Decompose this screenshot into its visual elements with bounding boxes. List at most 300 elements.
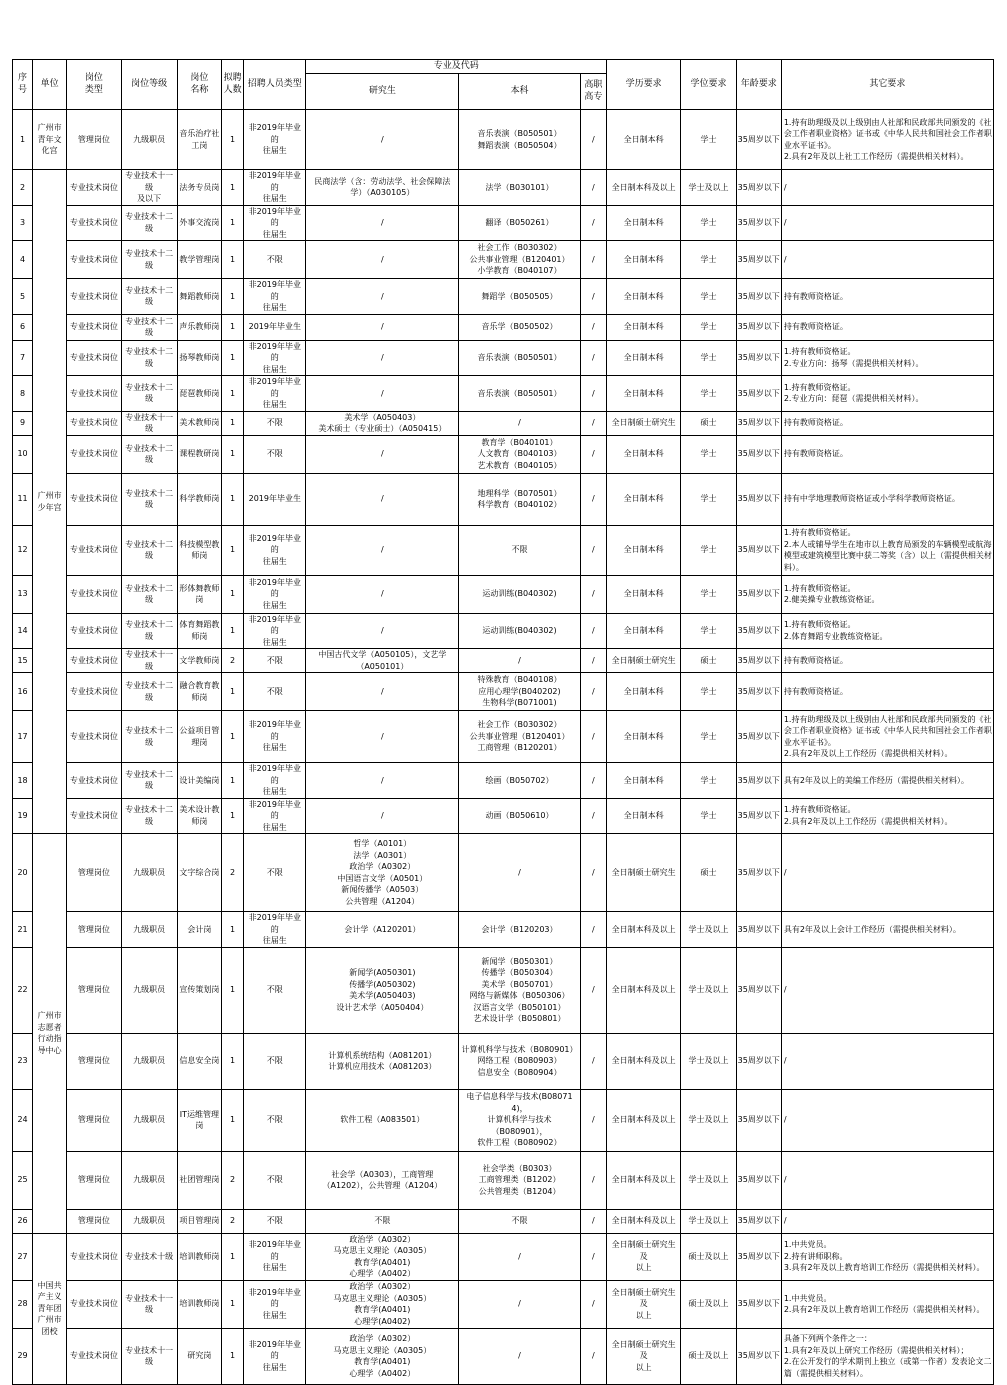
row-degree: 学士及以上 <box>681 912 736 948</box>
row-post-name: 研究岗 <box>177 1328 221 1384</box>
row-post-level: 九级职员 <box>121 912 177 948</box>
row-post-type: 管理岗位 <box>67 947 121 1033</box>
row-recruit-type: 非2019年毕业的 往届生 <box>244 340 306 376</box>
row-no: 5 <box>13 279 33 315</box>
row-vocational: / <box>580 279 606 315</box>
row-post-name: 科技模型教 师岗 <box>177 525 221 575</box>
unit-cell: 中国共 产主义 青年团 广州市 团校 <box>33 1233 67 1384</box>
row-post-name: 外事交流岗 <box>177 205 221 241</box>
row-edu: 全日制本科 <box>606 241 680 279</box>
row-vocational: / <box>580 947 606 1033</box>
row-edu: 全日制硕士研究生 <box>606 411 680 435</box>
row-age: 35周岁以下 <box>736 340 781 376</box>
row-grad-major: / <box>306 763 459 799</box>
row-grad-major: 哲学（A0101） 法学（A0301） 政治学（A0302） 中国语言文学（A0501） 新闻传播学（A0503） 公共管理（A1204） <box>306 834 459 912</box>
row-count: 1 <box>222 110 244 170</box>
row-count: 2 <box>222 1151 244 1209</box>
row-post-type: 专业技术岗位 <box>67 1233 121 1280</box>
row-no: 1 <box>13 110 33 170</box>
row-degree: 学士 <box>681 525 736 575</box>
header-major-group: 专业及代码 <box>306 60 607 74</box>
row-post-level: 九级职员 <box>121 1151 177 1209</box>
row-undergrad-major: 动画（B050610） <box>459 798 581 834</box>
row-edu: 全日制本科及以上 <box>606 947 680 1033</box>
row-recruit-type: 非2019年毕业的 往届生 <box>244 376 306 412</box>
header-post-level: 岗位等级 <box>121 60 177 110</box>
row-other: 1.持有教师资格证。 2.本人或辅导学生在地市以上教育局颁发的车辆模型或航海模型或建筑模型比赛中获二等奖（含）以上（需提供相关材料）。 <box>781 525 993 575</box>
row-grad-major: 会计学（A120201） <box>306 912 459 948</box>
row-recruit-type: 不限 <box>244 411 306 435</box>
row-no: 19 <box>13 798 33 834</box>
row-count: 1 <box>222 575 244 613</box>
row-edu: 全日制本科及以上 <box>606 912 680 948</box>
row-recruit-type: 不限 <box>244 1033 306 1089</box>
row-post-type: 专业技术岗位 <box>67 411 121 435</box>
row-degree: 学士 <box>681 279 736 315</box>
row-grad-major: / <box>306 673 459 711</box>
row-post-level: 专业技术十一级 <box>121 1280 177 1328</box>
row-vocational: / <box>580 411 606 435</box>
header-undergrad: 本科 <box>459 74 581 110</box>
table-row <box>13 1151 994 1209</box>
row-other: 持有中学地理教师资格证或小学科学教师资格证。 <box>781 473 993 525</box>
row-age: 35周岁以下 <box>736 1233 781 1280</box>
header-post-type: 岗位 类型 <box>67 60 121 110</box>
row-edu: 全日制硕士研究生及 以上 <box>606 1280 680 1328</box>
row-count: 1 <box>222 376 244 412</box>
row-vocational: / <box>580 241 606 279</box>
row-vocational: / <box>580 798 606 834</box>
row-post-name: 教学管理岗 <box>177 241 221 279</box>
row-post-level: 专业技术十二级 <box>121 241 177 279</box>
table-row <box>13 912 994 948</box>
row-vocational: / <box>580 376 606 412</box>
row-grad-major: / <box>306 279 459 315</box>
row-vocational: / <box>580 1033 606 1089</box>
row-grad-major: 不限 <box>306 1209 459 1233</box>
row-no: 7 <box>13 340 33 376</box>
row-recruit-type: 不限 <box>244 834 306 912</box>
row-grad-major: / <box>306 314 459 340</box>
header-edu: 学历要求 <box>606 60 680 110</box>
row-no: 25 <box>13 1151 33 1209</box>
row-post-name: 扬琴教师岗 <box>177 340 221 376</box>
row-age: 35周岁以下 <box>736 613 781 649</box>
row-degree: 学士 <box>681 340 736 376</box>
row-undergrad-major: 绘画（B050702） <box>459 763 581 799</box>
row-vocational: / <box>580 834 606 912</box>
row-count: 1 <box>222 205 244 241</box>
row-count: 1 <box>222 947 244 1033</box>
row-no: 14 <box>13 613 33 649</box>
row-edu: 全日制本科及以上 <box>606 1209 680 1233</box>
row-no: 4 <box>13 241 33 279</box>
row-age: 35周岁以下 <box>736 376 781 412</box>
row-undergrad-major: / <box>459 649 581 673</box>
row-other: 持有教师资格证。 <box>781 279 993 315</box>
row-undergrad-major: 音乐表演（B050501） 舞蹈表演（B050504） <box>459 110 581 170</box>
row-count: 1 <box>222 411 244 435</box>
row-no: 8 <box>13 376 33 412</box>
row-degree: 硕士及以上 <box>681 1280 736 1328</box>
table-row <box>13 613 994 649</box>
row-grad-major: 计算机系统结构（A081201） 计算机应用技术（A081203） <box>306 1033 459 1089</box>
row-degree: 学士 <box>681 711 736 763</box>
row-edu: 全日制硕士研究生 <box>606 649 680 673</box>
row-age: 35周岁以下 <box>736 241 781 279</box>
unit-cell: 广州市 志愿者 行动指 导中心 <box>33 834 67 1234</box>
row-age: 35周岁以下 <box>736 314 781 340</box>
row-post-level: 专业技术十一级 <box>121 649 177 673</box>
row-other: / <box>781 1209 993 1233</box>
row-vocational: / <box>580 473 606 525</box>
row-other: 1.持有教师资格证。 2.专业方向：扬琴（需提供相关材料）。 <box>781 340 993 376</box>
row-degree: 学士 <box>681 110 736 170</box>
row-count: 1 <box>222 1233 244 1280</box>
row-post-type: 专业技术岗位 <box>67 1280 121 1328</box>
row-grad-major: / <box>306 340 459 376</box>
row-age: 35周岁以下 <box>736 673 781 711</box>
row-no: 16 <box>13 673 33 711</box>
row-post-name: 融合教育教 师岗 <box>177 673 221 711</box>
row-age: 35周岁以下 <box>736 1280 781 1328</box>
row-post-level: 九级职员 <box>121 947 177 1033</box>
row-grad-major: / <box>306 525 459 575</box>
row-grad-major: 政治学（A0302） 马克思主义理论（A0305） 教育学(A0401) 心理学（A0402） <box>306 1233 459 1280</box>
row-post-type: 管理岗位 <box>67 1209 121 1233</box>
row-grad-major: / <box>306 613 459 649</box>
row-count: 1 <box>222 435 244 473</box>
row-count: 1 <box>222 241 244 279</box>
row-grad-major: 新闻学(A050301) 传播学(A050302) 美术学(A050403) 设计艺术学（A050404） <box>306 947 459 1033</box>
table-row <box>13 110 994 170</box>
row-age: 35周岁以下 <box>736 711 781 763</box>
row-undergrad-major: 不限 <box>459 1209 581 1233</box>
row-age: 35周岁以下 <box>736 575 781 613</box>
row-post-level: 九级职员 <box>121 1209 177 1233</box>
row-undergrad-major: 运动训练(B040302) <box>459 613 581 649</box>
row-undergrad-major: / <box>459 1328 581 1384</box>
row-recruit-type: 2019年毕业生 <box>244 314 306 340</box>
table-row <box>13 834 994 912</box>
header-recruit-type: 招聘人员类型 <box>244 60 306 110</box>
row-undergrad-major: 计算机科学与技术（B080901） 网络工程（B080903） 信息安全（B080904） <box>459 1033 581 1089</box>
row-undergrad-major: 不限 <box>459 525 581 575</box>
row-post-level: 专业技术十二级 <box>121 205 177 241</box>
row-post-name: 课程教研岗 <box>177 435 221 473</box>
row-other: 1.中共党员。 2.具有2年及以上教育培训工作经历（需提供相关材料）。 <box>781 1280 993 1328</box>
row-edu: 全日制本科及以上 <box>606 1151 680 1209</box>
row-edu: 全日制本科 <box>606 575 680 613</box>
row-count: 1 <box>222 525 244 575</box>
row-count: 1 <box>222 279 244 315</box>
header-count: 拟聘 人数 <box>222 60 244 110</box>
row-post-level: 专业技术十二级 <box>121 435 177 473</box>
table-row <box>13 411 994 435</box>
row-edu: 全日制本科及以上 <box>606 170 680 206</box>
row-undergrad-major: / <box>459 411 581 435</box>
row-edu: 全日制硕士研究生 <box>606 834 680 912</box>
row-no: 2 <box>13 170 33 206</box>
row-undergrad-major: / <box>459 1280 581 1328</box>
row-other: 具备下列两个条件之一： 1.具有2年及以上研究工作经历（需提供相关材料）； 2.在公开发行的学术期刊上独立（或第一作者）发表论文二篇（需提供相关材料）。 <box>781 1328 993 1384</box>
row-post-name: 美术设计教 师岗 <box>177 798 221 834</box>
row-degree: 学士 <box>681 613 736 649</box>
row-count: 1 <box>222 798 244 834</box>
row-count: 1 <box>222 763 244 799</box>
row-no: 6 <box>13 314 33 340</box>
table-row <box>13 1328 994 1384</box>
row-degree: 学士 <box>681 798 736 834</box>
row-vocational: / <box>580 170 606 206</box>
row-post-name: 会计岗 <box>177 912 221 948</box>
row-recruit-type: 非2019年毕业的 往届生 <box>244 170 306 206</box>
row-grad-major: 政治学（A0302） 马克思主义理论（A0305） 教育学(A0401) 心理学（A0402） <box>306 1328 459 1384</box>
row-age: 35周岁以下 <box>736 947 781 1033</box>
row-post-level: 专业技术十二级 <box>121 473 177 525</box>
row-edu: 全日制硕士研究生及 以上 <box>606 1233 680 1280</box>
row-no: 17 <box>13 711 33 763</box>
row-degree: 硕士及以上 <box>681 1233 736 1280</box>
header-seq: 序号 <box>13 60 33 110</box>
row-vocational: / <box>580 711 606 763</box>
row-vocational: / <box>580 575 606 613</box>
row-other: / <box>781 947 993 1033</box>
row-no: 10 <box>13 435 33 473</box>
row-post-name: 声乐教师岗 <box>177 314 221 340</box>
row-no: 20 <box>13 834 33 912</box>
row-count: 1 <box>222 473 244 525</box>
row-undergrad-major: 社会工作（B030302） 公共事业管理（B120401） 小学教育（B040107） <box>459 241 581 279</box>
row-recruit-type: 非2019年毕业的 往届生 <box>244 798 306 834</box>
table-row <box>13 1233 994 1280</box>
unit-cell: 广州市 少年宫 <box>33 170 67 834</box>
row-edu: 全日制本科 <box>606 376 680 412</box>
row-no: 11 <box>13 473 33 525</box>
row-recruit-type: 不限 <box>244 947 306 1033</box>
row-count: 1 <box>222 1089 244 1151</box>
row-vocational: / <box>580 1233 606 1280</box>
row-recruit-type: 非2019年毕业的 往届生 <box>244 1280 306 1328</box>
row-age: 35周岁以下 <box>736 1328 781 1384</box>
row-degree: 学士及以上 <box>681 947 736 1033</box>
row-degree: 学士 <box>681 241 736 279</box>
row-edu: 全日制本科 <box>606 798 680 834</box>
row-grad-major: 政治学（A0302） 马克思主义理论（A0305） 教育学(A0401) 心理学(A0402) <box>306 1280 459 1328</box>
row-post-type: 专业技术岗位 <box>67 376 121 412</box>
row-recruit-type: 非2019年毕业的 往届生 <box>244 525 306 575</box>
row-post-name: 舞蹈教师岗 <box>177 279 221 315</box>
row-degree: 学士 <box>681 205 736 241</box>
row-no: 26 <box>13 1209 33 1233</box>
row-post-name: 琵琶教师岗 <box>177 376 221 412</box>
table-body <box>13 110 994 1385</box>
row-post-type: 专业技术岗位 <box>67 279 121 315</box>
table-row <box>13 1089 994 1151</box>
table-row <box>13 241 994 279</box>
row-age: 35周岁以下 <box>736 170 781 206</box>
row-no: 23 <box>13 1033 33 1089</box>
row-post-level: 专业技术十二级 <box>121 340 177 376</box>
row-grad-major: / <box>306 798 459 834</box>
table-row <box>13 1033 994 1089</box>
row-edu: 全日制本科 <box>606 711 680 763</box>
row-post-type: 专业技术岗位 <box>67 314 121 340</box>
row-post-type: 管理岗位 <box>67 1033 121 1089</box>
row-recruit-type: 非2019年毕业的 往届生 <box>244 279 306 315</box>
row-post-name: IT运维管理 岗 <box>177 1089 221 1151</box>
row-post-level: 专业技术十二级 <box>121 711 177 763</box>
row-other: / <box>781 205 993 241</box>
row-post-name: 培训教师岗 <box>177 1233 221 1280</box>
row-post-name: 社团管理岗 <box>177 1151 221 1209</box>
row-degree: 学士 <box>681 376 736 412</box>
row-no: 29 <box>13 1328 33 1384</box>
row-post-level: 专业技术十一级 <box>121 1328 177 1384</box>
row-edu: 全日制本科 <box>606 314 680 340</box>
row-undergrad-major: 教育学（B040101） 人文教育（B040103） 艺术教育（B040105） <box>459 435 581 473</box>
table-row <box>13 673 994 711</box>
row-post-name: 文学教师岗 <box>177 649 221 673</box>
row-count: 1 <box>222 170 244 206</box>
row-age: 35周岁以下 <box>736 205 781 241</box>
row-count: 1 <box>222 711 244 763</box>
row-recruit-type: 2019年毕业生 <box>244 473 306 525</box>
row-count: 2 <box>222 1209 244 1233</box>
recruitment-table <box>12 59 994 1385</box>
row-age: 35周岁以下 <box>736 435 781 473</box>
row-edu: 全日制本科 <box>606 763 680 799</box>
row-post-name: 科学教师岗 <box>177 473 221 525</box>
row-post-type: 专业技术岗位 <box>67 340 121 376</box>
row-other: 具有2年及以上的美编工作经历（需提供相关材料）。 <box>781 763 993 799</box>
row-age: 35周岁以下 <box>736 834 781 912</box>
table-row <box>13 435 994 473</box>
row-other: / <box>781 1089 993 1151</box>
row-other: / <box>781 170 993 206</box>
row-post-type: 专业技术岗位 <box>67 575 121 613</box>
row-age: 35周岁以下 <box>736 649 781 673</box>
table-row <box>13 649 994 673</box>
row-vocational: / <box>580 613 606 649</box>
row-undergrad-major: 音乐学（B050502） <box>459 314 581 340</box>
row-degree: 学士及以上 <box>681 1209 736 1233</box>
row-degree: 学士 <box>681 763 736 799</box>
row-edu: 全日制本科 <box>606 340 680 376</box>
row-recruit-type: 不限 <box>244 649 306 673</box>
row-count: 1 <box>222 1328 244 1384</box>
row-post-level: 九级职员 <box>121 1033 177 1089</box>
header-vocational: 高职 高专 <box>580 74 606 110</box>
row-other: 持有教师资格证。 <box>781 411 993 435</box>
row-grad-major: 软件工程（A083501） <box>306 1089 459 1151</box>
row-count: 1 <box>222 912 244 948</box>
row-no: 13 <box>13 575 33 613</box>
row-undergrad-major: 新闻学（B050301） 传播学（B050304） 美术学（B050701） 网络与新媒体（B050306） 汉语言文学（B050101） 艺术设计学（B050801） <box>459 947 581 1033</box>
table-row <box>13 376 994 412</box>
row-undergrad-major: 社会学类（B0303） 工商管理类（B1202） 公共管理类（B1204） <box>459 1151 581 1209</box>
table-row <box>13 798 994 834</box>
row-degree: 硕士 <box>681 411 736 435</box>
row-vocational: / <box>580 763 606 799</box>
row-post-name: 培训教师岗 <box>177 1280 221 1328</box>
row-grad-major: / <box>306 711 459 763</box>
row-grad-major: / <box>306 376 459 412</box>
row-post-type: 专业技术岗位 <box>67 798 121 834</box>
row-undergrad-major: 会计学（B120203） <box>459 912 581 948</box>
row-vocational: / <box>580 525 606 575</box>
row-age: 35周岁以下 <box>736 1089 781 1151</box>
row-post-type: 专业技术岗位 <box>67 649 121 673</box>
row-post-type: 专业技术岗位 <box>67 435 121 473</box>
table-row <box>13 1209 994 1233</box>
row-undergrad-major: 法学（B030101） <box>459 170 581 206</box>
row-other: 持有教师资格证。 <box>781 314 993 340</box>
row-other: 持有教师资格证。 <box>781 435 993 473</box>
row-vocational: / <box>580 435 606 473</box>
row-count: 1 <box>222 1280 244 1328</box>
row-degree: 学士及以上 <box>681 1151 736 1209</box>
row-grad-major: / <box>306 473 459 525</box>
header-grad: 研究生 <box>306 74 459 110</box>
row-edu: 全日制本科 <box>606 473 680 525</box>
row-other: 1.持有教师资格证。 2.具有2年及以上工作经历（需提供相关材料）。 <box>781 798 993 834</box>
row-undergrad-major: 舞蹈学（B050505） <box>459 279 581 315</box>
row-recruit-type: 不限 <box>244 1151 306 1209</box>
row-post-type: 专业技术岗位 <box>67 473 121 525</box>
row-recruit-type: 非2019年毕业的 往届生 <box>244 613 306 649</box>
row-degree: 硕士 <box>681 834 736 912</box>
row-post-name: 信息安全岗 <box>177 1033 221 1089</box>
row-post-type: 管理岗位 <box>67 912 121 948</box>
row-post-name: 文字综合岗 <box>177 834 221 912</box>
row-post-name: 形体舞教师 岗 <box>177 575 221 613</box>
table-row <box>13 473 994 525</box>
row-age: 35周岁以下 <box>736 1209 781 1233</box>
row-post-level: 专业技术十二级 <box>121 279 177 315</box>
table-row <box>13 947 994 1033</box>
row-undergrad-major: 电子信息科学与技术(B080714)， 计算机科学与技术 （B080901）， 软件工程（B080902） <box>459 1089 581 1151</box>
row-vocational: / <box>580 673 606 711</box>
row-post-type: 专业技术岗位 <box>67 673 121 711</box>
row-undergrad-major: / <box>459 834 581 912</box>
header-unit: 单位 <box>33 60 67 110</box>
row-undergrad-major: 运动训练(B040302) <box>459 575 581 613</box>
row-other: 持有教师资格证。 <box>781 649 993 673</box>
row-post-level: 九级职员 <box>121 834 177 912</box>
row-grad-major: / <box>306 435 459 473</box>
header-degree: 学位要求 <box>681 60 736 110</box>
table-row <box>13 763 994 799</box>
row-post-name: 宣传策划岗 <box>177 947 221 1033</box>
row-recruit-type: 不限 <box>244 241 306 279</box>
row-post-type: 管理岗位 <box>67 834 121 912</box>
row-post-type: 专业技术岗位 <box>67 613 121 649</box>
table-row <box>13 170 994 206</box>
table-row <box>13 314 994 340</box>
unit-cell: 广州市 青年文 化宫 <box>33 110 67 170</box>
row-other: 1.持有教师资格证。 2.体育舞蹈专业教练资格证。 <box>781 613 993 649</box>
row-count: 1 <box>222 673 244 711</box>
row-recruit-type: 不限 <box>244 1209 306 1233</box>
row-post-type: 专业技术岗位 <box>67 205 121 241</box>
row-grad-major: 民商法学（含：劳动法学、社会保障法 学）（A030105） <box>306 170 459 206</box>
row-recruit-type: 非2019年毕业的 往届生 <box>244 763 306 799</box>
row-no: 9 <box>13 411 33 435</box>
row-post-level: 专业技术十二级 <box>121 575 177 613</box>
row-degree: 硕士 <box>681 649 736 673</box>
row-age: 35周岁以下 <box>736 279 781 315</box>
